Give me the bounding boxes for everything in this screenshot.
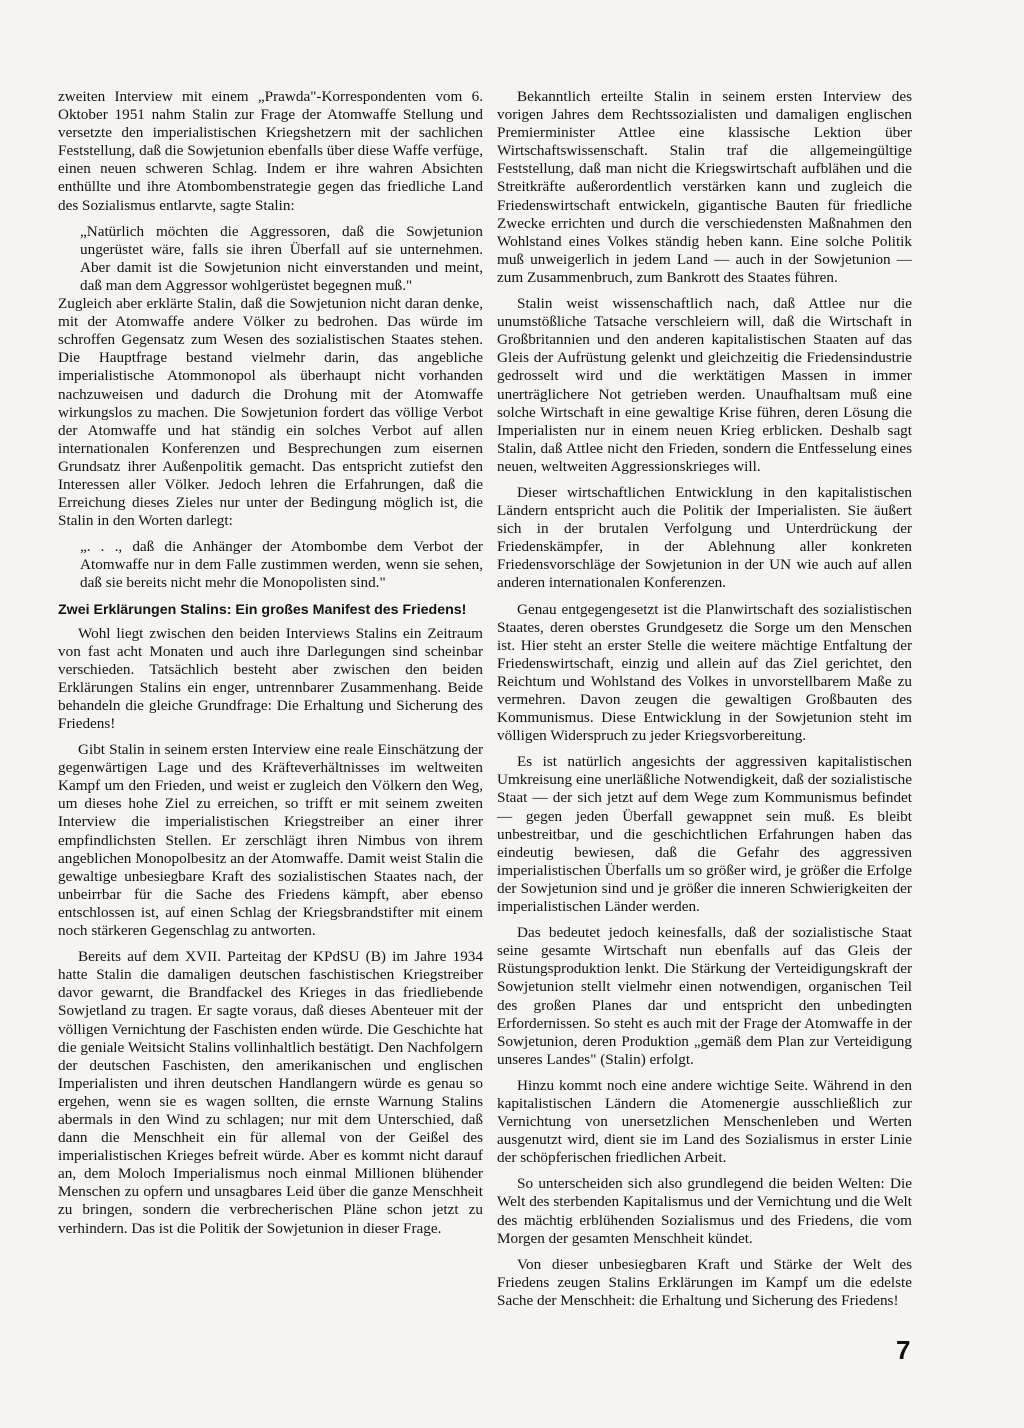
quotation: „. . ., daß die Anhänger der Atombombe dem Verbot der Atomwaffe nur in dem Falle zustimmen werden, wenn sie sehen, daß sie bereits nicht mehr die Monopolisten sind."	[80, 538, 483, 592]
paragraph: Bekanntlich erteilte Stalin in seinem ersten Interview des vorigen Jahres dem Rechtssozialisten und damaligen englischen Premierminister Attlee eine klassische Lektion über Wirtschaftswissenschaft. Stalin traf die allgemeingültige Feststellung, daß man nicht die Kriegswirtschaft aufblähen und die Streitkräfte außerordentlich verstärken kann und zugleich die Friedenswirtschaft entwickeln, gigantische Bauten für friedliche Zwecke errichten und durch die verschiedensten Maßnahmen den Wohlstand eines Volkes ständig heben kann. Eine solche Politik muß unweigerlich in jedem Land — auch in der Sowjetunion — zum Zusammenbruch, zum Bankrott des Staates führen.	[497, 88, 912, 286]
paragraph: Das bedeutet jedoch keinesfalls, daß der sozialistische Staat seine gesamte Wirtschaft nun ebenfalls auf das Gleis der Rüstungsproduktion lenkt. Die Stärkung der Verteidigungskraft der Sowjetunion stellt vielmehr einen notwendigen, organischen Teil des großen Planes dar und entspricht den unbedingten Erfordernissen. So steht es auch mit der Frage der Atomwaffe in der Sowjetunion, deren Produktion „gemäß dem Plan zur Verteidigung unseres Landes" (Stalin) erfolgt.	[497, 924, 912, 1068]
paragraph: Hinzu kommt noch eine andere wichtige Seite. Während in den kapitalistischen Ländern die Atomenergie ausschließlich zur Vernichtung von unersetzlichen Menschenleben und Werten ausgenutzt wird, dient sie im Land des Sozialismus in erster Linie der schöpferischen friedlichen Arbeit.	[497, 1076, 912, 1167]
paragraph: Zugleich aber erklärte Stalin, daß die Sowjetunion nicht daran denke, mit der Atomwaffe andere Völker zu bedrohen. Das würde im schroffen Gegensatz zum Wesen des sozialistischen Staates stehen. Die Hauptfrage bestand vielmehr darin, das angebliche imperialistische Atommonopol als überhaupt nicht vorhanden nachzuweisen und dadurch die Drohung mit der Atomwaffe wirkungslos zu machen. Die Sowjetunion fordert das völlige Verbot der Atomwaffe und hat ständig ein solches Verbot auf allen internationalen Konferenzen und Besprechungen zum eisernen Grundsatz ihrer Außenpolitik gemacht. Das entspricht zutiefst den Interessen aller Völker. Jedoch lehren die Erfahrungen, daß die Erreichung dieses Zieles nur unter der Bedingung möglich ist, die Stalin in den Worten darlegt:	[58, 295, 483, 530]
paragraph: Es ist natürlich angesichts der aggressiven kapitalistischen Umkreisung eine unerläßliche Notwendigkeit, daß der sozialistische Staat — der sich jetzt auf dem Wege zum Kommunismus befindet — gegen jeden Überfall gewappnet sein muß. Es bleibt unbestreitbar, und die geschichtlichen Erfahrungen haben das eindeutig bewiesen, daß die Gefahr des aggressiven imperialistischen Überfalls um so größer wird, je größer die Erfolge der Sowjetunion sind und je größer die inneren Schwierigkeiten der imperialistischen Länder werden.	[497, 753, 912, 916]
page-number: 7	[896, 1335, 911, 1365]
paragraph: Gibt Stalin in seinem ersten Interview eine reale Einschätzung der gegenwärtigen Lage und des Kräfteverhältnisses im weltweiten Kampf um den Frieden, und weist er zugleich den Völkern den Weg, um dieses hohe Ziel zu erreichen, so trifft er mit seinem zweiten Interview die imperialistischen Kriegstreiber an einer ihrer empfindlichsten Stellen. Er zerschlägt ihren Nimbus von ihrem angeblichen Monopolbesitz an der Atomwaffe. Damit weist Stalin die gewaltige unbesiegbare Kraft des sozialistischen Staates nach, der unbeirrbar für die Sache des Friedens kämpft, aber ebenso entschlossen ist, auf einen Schlag der Kriegsbrandstifter mit einem noch stärkeren Gegenschlag zu antworten.	[58, 741, 483, 940]
paragraph: Genau entgegengesetzt ist die Planwirtschaft des sozialistischen Staates, deren oberstes Grundgesetz die Sorge um den Menschen ist. Hier steht an erster Stelle die weitere mächtige Entfaltung der Friedenswirtschaft, einzig und allein auf das Ziel gerichtet, den Reichtum und Wohlstand des Volkes in unvorstellbarem Maße zu vermehren. Davon zeugen die gewaltigen Großbauten des Kommunismus. Diese Entwicklung in der Sowjetunion steht im völligen Widerspruch zu jeder Kriegsvorbereitung.	[497, 600, 912, 745]
paragraph: Von dieser unbesiegbaren Kraft und Stärke der Welt des Friedens zeugen Stalins Erklärungen im Kampf um die edelste Sache der Menschheit: die Erhaltung und Sicherung des Friedens!	[497, 1255, 912, 1309]
quotation: „Natürlich möchten die Aggressoren, daß die Sowjetunion ungerüstet wäre, falls sie ihren Überfall auf sie unternehmen. Aber damit ist die Sowjetunion nicht einverstanden und meint, daß man dem Aggressor wohlgerüstet begegnen muß."	[80, 222, 483, 294]
paragraph: Stalin weist wissenschaftlich nach, daß Attlee nur die unumstößliche Tatsache verschleiern will, daß die Wirtschaft in Großbritannien und den anderen kapitalistischen Staaten auf das Gleis der Aufrüstung gelenkt und gleichzeitig die Friedensindustrie gedrosselt wird und die werktätigen Massen in immer unerträglichere Not getrieben werden. Unaufhaltsam muß eine solche Wirtschaft in eine gewaltige Krise führen, deren Lösung die Imperialisten nur in einem neuen Krieg erblicken. Deshalb sagt Stalin, daß Attlee nicht den Frieden, sondern die Entfesselung eines neuen, weltweiten Aggressionskrieges will.	[497, 295, 912, 475]
paragraph: Dieser wirtschaftlichen Entwicklung in den kapitalistischen Ländern entspricht auch die Politik der Imperialisten. Sie äußert sich in der brutalen Verfolgung und Unterdrückung der Friedenskämpfer, in der Ablehnung aller konkreten Friedensvorschläge der Sowjetunion in der UN wie auch auf allen anderen internationalen Konferenzen.	[497, 483, 912, 592]
section-heading: Zwei Erklärungen Stalins: Ein großes Manifest des Friedens!	[58, 601, 467, 618]
paragraph: Bereits auf dem XVII. Parteitag der KPdSU (B) im Jahre 1934 hatte Stalin die damaligen deutschen faschistischen Kriegstreiber davor gewarnt, die Brandfackel des Krieges in das friedliebende Sowjetland zu tragen. Er sagte voraus, daß dieses Abenteuer mit der völligen Vernichtung der Faschisten enden würde. Die Geschichte hat die geniale Weitsicht Stalins vollinhaltlich bestätigt. Den Nachfolgern der deutschen Faschisten, den amerikanischen und englischen Imperialisten und ihren deutschen Handlangern würde es genau so ergehen, wenn sie es wagen sollten, die ernste Warnung Stalins abermals in den Wind zu schlagen; nur mit dem Unterschied, daß dann die Menschheit ein für allemal von der Geißel des imperialistischen Krieges befreit würde. Aber es kommt nicht darauf an, dem Moloch Imperialismus noch einmal Millionen blühender Menschen zu opfern und unsagbares Leid über die ganze Menschheit zu bringen, sondern die verbrecherischen Pläne schon jetzt zu verhindern. Das ist die Politik der Sowjetunion in dieser Frage.	[58, 948, 483, 1237]
left-column	[58, 88, 483, 1246]
paragraph: So unterscheiden sich also grundlegend die beiden Welten: Die Welt des sterbenden Kapitalismus und der Vernichtung und die Welt des mächtig erblühenden Sozialismus und des Friedens, die vom Morgen der gesamten Menschheit kündet.	[497, 1175, 912, 1247]
right-column	[497, 88, 912, 1318]
paragraph: zweiten Interview mit einem „Prawda"-Korrespondenten vom 6. Oktober 1951 nahm Stalin zur Frage der Atomwaffe Stellung und versetzte den imperialistischen Kriegshetzern mit der sachlichen Feststellung, daß die Sowjetunion ebenfalls über diese Waffe verfüge, einen neuen schweren Schlag. Indem er ihre wahren Absichten enthüllte und ihre Atombombenstrategie gegen das friedliche Land des Sozialismus entlarvte, sagte Stalin:	[58, 88, 483, 214]
paragraph: Wohl liegt zwischen den beiden Interviews Stalins ein Zeitraum von fast acht Monaten und auch ihre Darlegungen sind scheinbar verschieden. Tatsächlich besteht aber zwischen den beiden Erklärungen Stalins ein enger, untrennbarer Zusammenhang. Beide behandeln die gleiche Grundfrage: Die Erhaltung und Sicherung des Friedens!	[58, 624, 483, 732]
